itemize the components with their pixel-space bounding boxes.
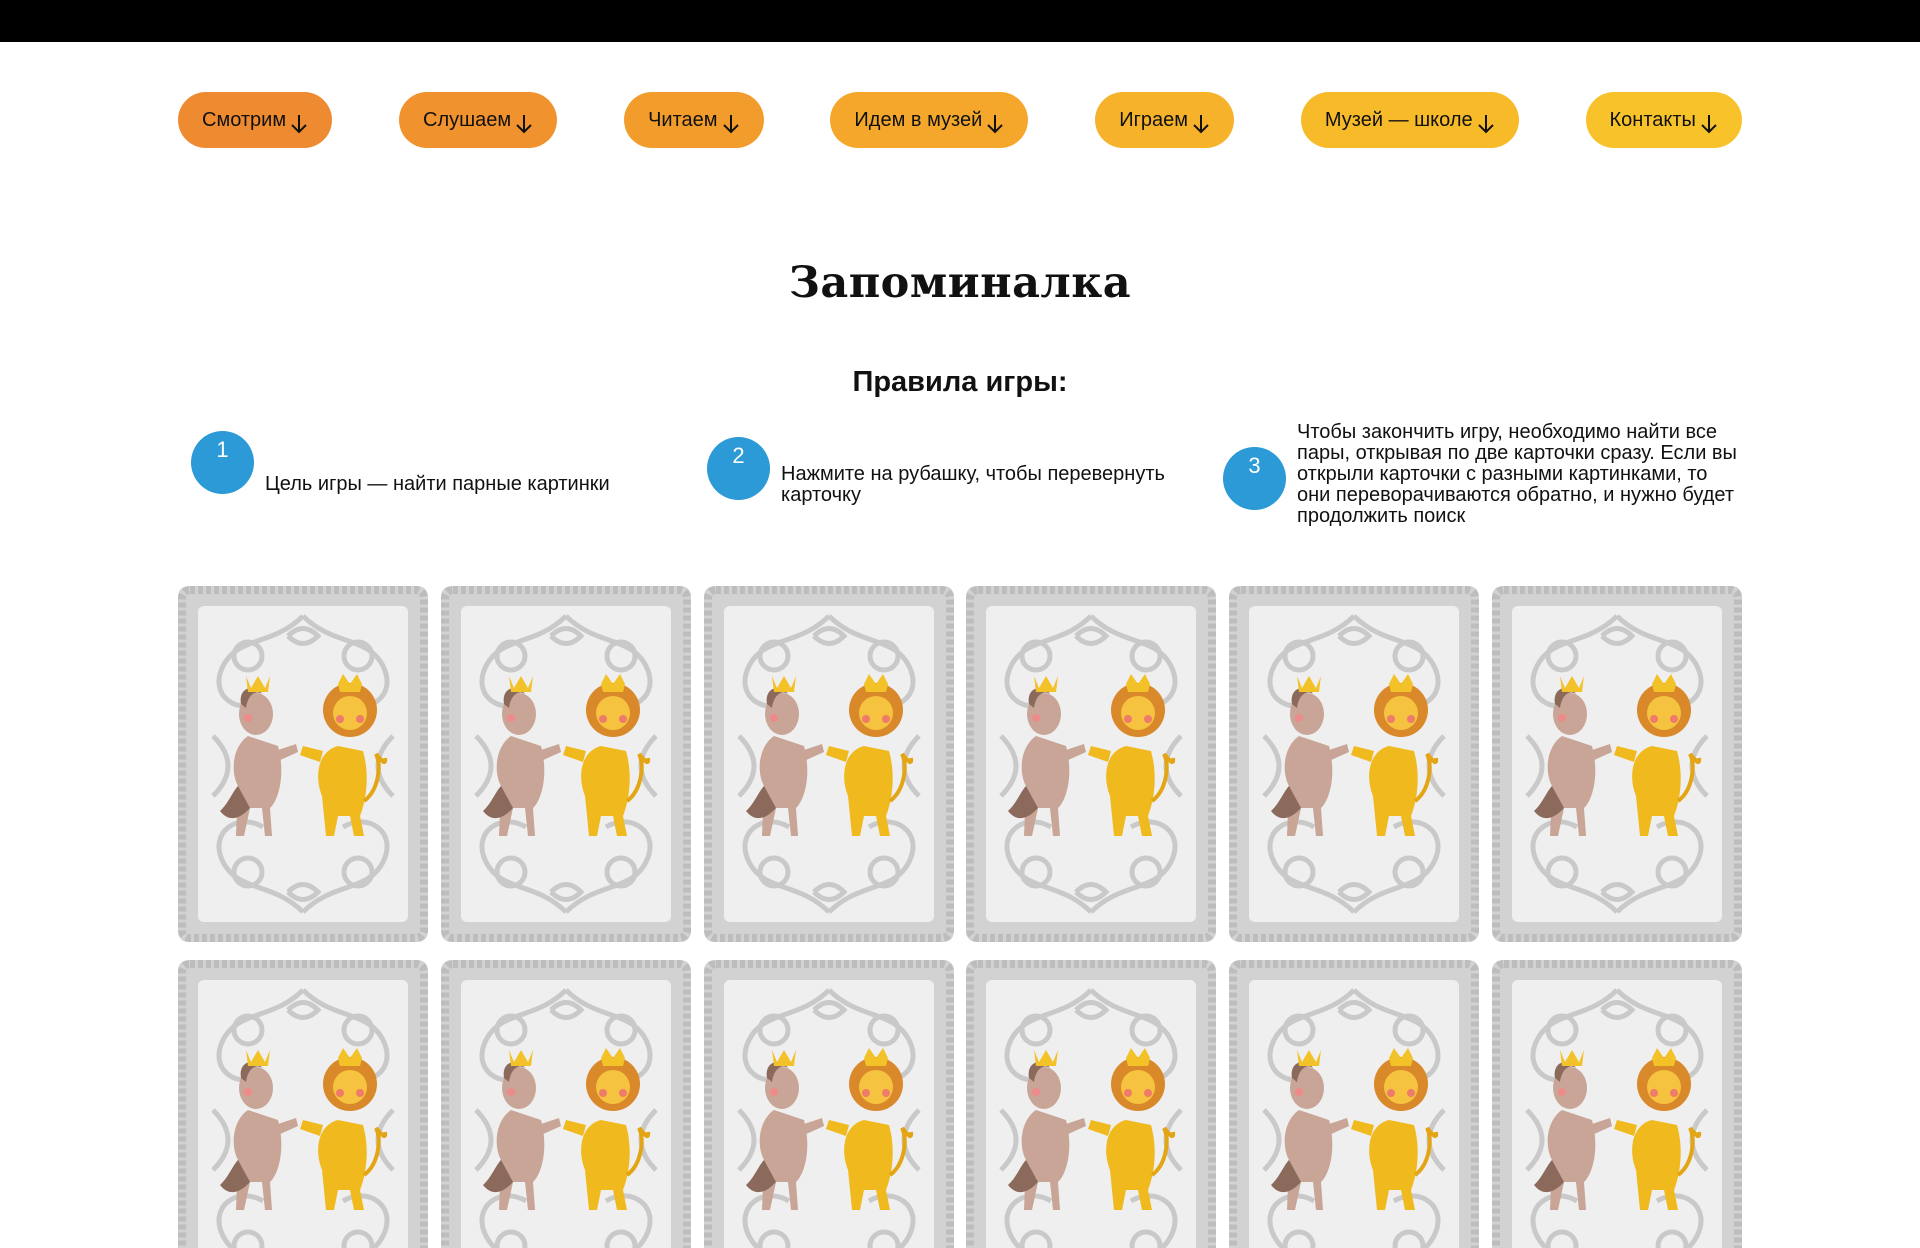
memory-card[interactable] (441, 586, 691, 942)
nav-item-chitaem[interactable] (624, 92, 763, 148)
memory-card[interactable] (441, 960, 691, 1248)
memory-card[interactable] (704, 960, 954, 1248)
rules-title: Правила игры: (852, 366, 1068, 398)
unicorn-and-lion-card-back-icon (1229, 960, 1479, 1248)
memory-card[interactable] (178, 960, 428, 1248)
unicorn-and-lion-card-back-icon (178, 586, 428, 942)
nav-item-smotrim[interactable] (178, 92, 332, 148)
memory-card[interactable] (1492, 586, 1742, 942)
nav-item-label: Музей — школе (1324, 108, 1473, 131)
rule-text: Цель игры — найти парные картинки (265, 473, 610, 495)
unicorn-and-lion-card-back-icon (704, 586, 954, 942)
unicorn-and-lion-card-back-icon (441, 960, 691, 1248)
memory-card[interactable] (1492, 960, 1742, 1248)
nav-item-label: Смотрим (202, 108, 287, 131)
arrow-down-icon (1477, 113, 1495, 135)
unicorn-and-lion-card-back-icon (1492, 586, 1742, 942)
unicorn-and-lion-card-back-icon (704, 960, 954, 1248)
nav-item-igraem[interactable] (1095, 92, 1234, 148)
arrow-down-icon (722, 113, 740, 135)
nav-item-muzey-shkole[interactable] (1301, 92, 1519, 148)
arrow-down-icon (1192, 113, 1210, 135)
unicorn-and-lion-card-back-icon (178, 960, 428, 1248)
arrow-down-icon (1700, 113, 1718, 135)
rule-text: Чтобы закончить игру, необходимо найти все пары, открывая по две карточки сразу. Если вы открыли карточки с разными картинками, то они переворачиваются обратно, и нужно будет продолжить поиск (1297, 421, 1737, 527)
memory-card[interactable] (966, 960, 1216, 1248)
memory-card[interactable] (966, 586, 1216, 942)
unicorn-and-lion-card-back-icon (441, 586, 691, 942)
nav-item-label: Слушаем (423, 108, 512, 131)
memory-card-grid (178, 586, 1742, 1248)
unicorn-and-lion-card-back-icon (966, 586, 1216, 942)
nav-item-label: Читаем (648, 108, 718, 131)
nav-item-label: Контакты (1609, 108, 1696, 131)
memory-card[interactable] (178, 586, 428, 942)
main-nav (178, 92, 1742, 148)
arrow-down-icon (986, 113, 1004, 135)
memory-card[interactable] (1229, 586, 1479, 942)
rule-2 (707, 430, 1201, 506)
rule-number-badge: 1 (191, 431, 254, 494)
rule-3 (1223, 421, 1737, 527)
rule-number-badge: 3 (1223, 447, 1286, 510)
rule-1 (191, 430, 705, 495)
nav-item-idem-v-muzey[interactable] (830, 92, 1028, 148)
nav-item-slushaem[interactable] (399, 92, 557, 148)
memory-card[interactable] (1229, 960, 1479, 1248)
rule-text: Нажмите на рубашку, чтобы перевернуть карточку (781, 463, 1165, 506)
nav-item-kontakty[interactable] (1586, 92, 1742, 148)
unicorn-and-lion-card-back-icon (966, 960, 1216, 1248)
memory-card[interactable] (704, 586, 954, 942)
unicorn-and-lion-card-back-icon (1492, 960, 1742, 1248)
arrow-down-icon (290, 113, 308, 135)
top-bar (0, 0, 1920, 42)
page-title: Запоминалка (788, 258, 1132, 308)
nav-item-label: Играем (1119, 108, 1188, 131)
unicorn-and-lion-card-back-icon (1229, 586, 1479, 942)
rule-number-badge: 2 (707, 437, 770, 500)
nav-item-label: Идем в музей (854, 108, 983, 131)
arrow-down-icon (515, 113, 533, 135)
